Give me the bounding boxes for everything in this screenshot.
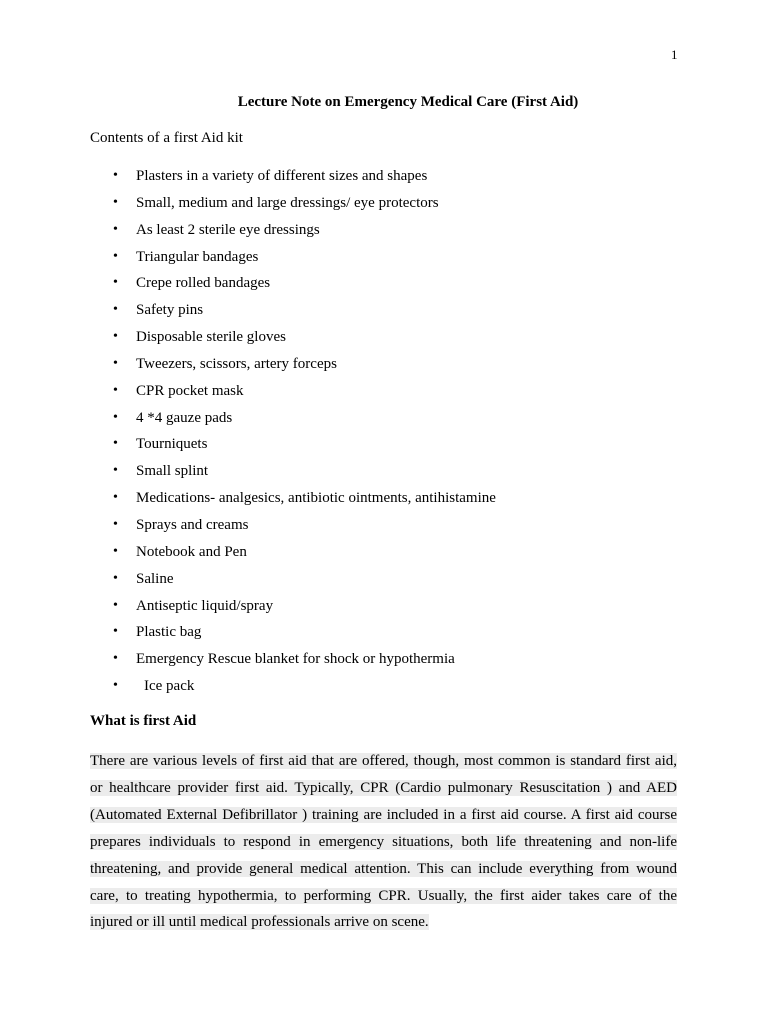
- paragraph-line: [90, 883, 677, 910]
- bullet-icon: •: [113, 651, 118, 667]
- kit-list-item: [113, 194, 496, 221]
- kit-item-label: Medications- analgesics, antibiotic ointments, antihistamine: [136, 490, 496, 507]
- kit-item-label: Antiseptic liquid/spray: [136, 597, 274, 614]
- kit-item-label: Crepe rolled bandages: [136, 275, 271, 292]
- kit-list-item: [113, 301, 496, 328]
- bullet-icon: •: [113, 409, 118, 425]
- bullet-icon: •: [113, 221, 118, 237]
- kit-item-label: Notebook and Pen: [136, 543, 247, 560]
- highlighted-text: care, to treating hypothermia, to performing CPR. Usually, the first aider takes care of the: [90, 887, 677, 904]
- bullet-icon: •: [113, 490, 118, 506]
- bullet-icon: •: [113, 382, 118, 398]
- kit-item-label: CPR pocket mask: [136, 382, 244, 399]
- paragraph-line: [90, 909, 677, 936]
- kit-list-item: [113, 328, 496, 355]
- kit-list-item: [113, 167, 496, 194]
- kit-list-item: [113, 677, 496, 704]
- first-aid-heading: What is first Aid: [90, 713, 197, 729]
- highlighted-text: threatening, and provide general medical attention. This can include everything from wound: [90, 860, 677, 877]
- kit-item-label: Tourniquets: [136, 436, 208, 453]
- kit-list-item: [113, 516, 496, 543]
- kit-item-label: Emergency Rescue blanket for shock or hypothermia: [136, 651, 455, 668]
- kit-item-label: Saline: [136, 570, 174, 587]
- kit-item-label: Triangular bandages: [136, 248, 259, 265]
- kit-list-item: [113, 570, 496, 597]
- paragraph-line: [90, 748, 677, 775]
- kit-item-label: Plastic bag: [136, 624, 202, 641]
- paragraph-line: [90, 775, 677, 802]
- kit-item-label: Plasters in a variety of different sizes and shapes: [136, 168, 428, 184]
- bullet-icon: •: [113, 275, 118, 291]
- bullet-icon: •: [113, 624, 118, 640]
- highlighted-text: (Automated External Defibrillator ) training are included in a first aid course. A first aid course: [90, 806, 677, 823]
- highlighted-text: prepares individuals to respond in emergency situations, both life threatening and non-life: [90, 833, 677, 850]
- kit-list-item: [113, 409, 496, 436]
- kit-list-item: [113, 489, 496, 516]
- bullet-icon: •: [113, 302, 118, 318]
- kit-list-item: [113, 274, 496, 301]
- bullet-icon: •: [113, 597, 118, 613]
- bullet-icon: •: [113, 463, 118, 479]
- bullet-icon: •: [113, 516, 118, 532]
- bullet-icon: •: [113, 248, 118, 264]
- kit-list-item: [113, 221, 496, 248]
- bullet-icon: •: [113, 329, 118, 345]
- bullet-icon: •: [113, 194, 118, 210]
- kit-list-item: [113, 462, 496, 489]
- highlighted-text: injured or ill until medical professionals arrive on scene.: [90, 914, 429, 931]
- document-title: Lecture Note on Emergency Medical Care (First Aid): [237, 94, 579, 110]
- first-aid-paragraph: [90, 748, 677, 936]
- kit-list-item: [113, 650, 496, 677]
- bullet-icon: •: [113, 570, 118, 586]
- kit-list-item: [113, 543, 496, 570]
- kit-list-item: [113, 355, 496, 382]
- kit-item-label: As least 2 sterile eye dressings: [136, 221, 320, 238]
- bullet-icon: •: [113, 436, 118, 452]
- kit-list-item: [113, 597, 496, 624]
- paragraph-line: [90, 802, 677, 829]
- kit-intro: Contents of a first Aid kit: [90, 130, 243, 146]
- kit-item-label: Ice pack: [144, 678, 195, 695]
- kit-item-label: 4 *4 gauze pads: [136, 409, 233, 426]
- paragraph-line: [90, 856, 677, 883]
- kit-item-label: Disposable sterile gloves: [136, 329, 286, 346]
- kit-list-item: [113, 435, 496, 462]
- kit-item-label: Small, medium and large dressings/ eye protectors: [136, 194, 439, 211]
- kit-list-item: [113, 382, 496, 409]
- paragraph-line: [90, 829, 677, 856]
- page-number: 1: [671, 47, 678, 62]
- highlighted-text: There are various levels of first aid that are offered, though, most common is standard first aid,: [90, 753, 677, 769]
- kit-item-label: Sprays and creams: [136, 516, 249, 533]
- bullet-icon: •: [113, 355, 118, 371]
- highlighted-text: or healthcare provider first aid. Typically, CPR (Cardio pulmonary Resuscitation ) and AED: [90, 779, 677, 796]
- kit-list-item: [113, 623, 496, 650]
- kit-list-item: [113, 248, 496, 275]
- bullet-icon: •: [113, 543, 118, 559]
- kit-item-label: Small splint: [136, 463, 209, 480]
- kit-item-label: Tweezers, scissors, artery forceps: [136, 355, 337, 372]
- first-aid-kit-list: [113, 167, 496, 704]
- kit-item-label: Safety pins: [136, 302, 204, 319]
- bullet-icon: •: [113, 168, 118, 183]
- bullet-icon: •: [113, 678, 118, 694]
